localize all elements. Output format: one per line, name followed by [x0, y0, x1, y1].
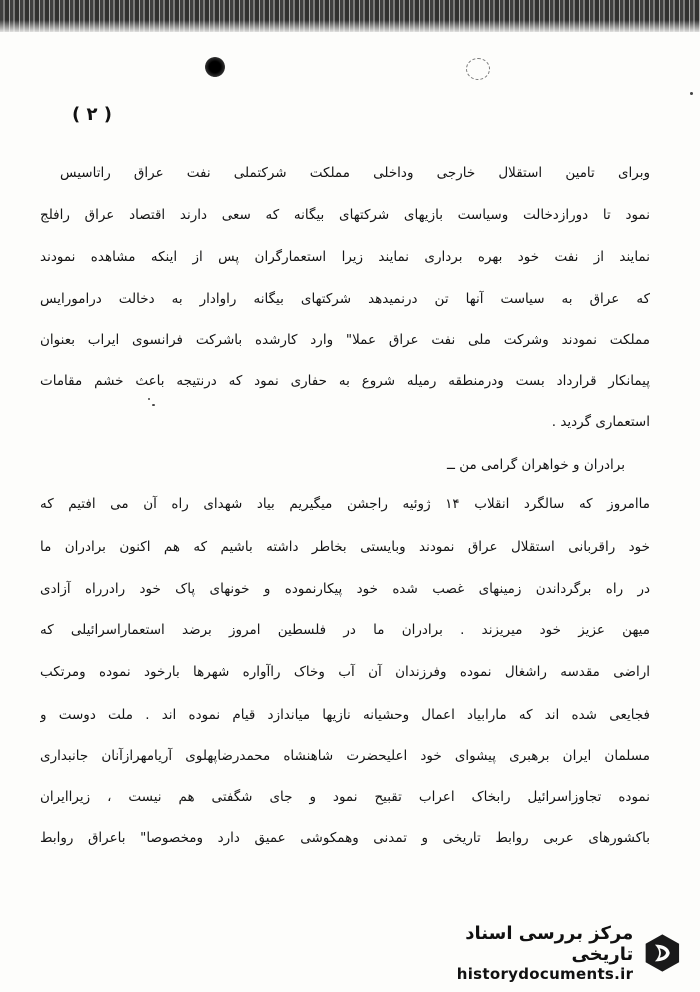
archive-logo-icon — [641, 930, 684, 976]
text-line: نمود تا دورازدخالت وسیاست بازیهای شرکتهای بیگانه که سعی دارند اقتصاد عراق رافلج — [40, 207, 650, 223]
text-line: نمایند از نفت خود بهره برداری نمایند زیرا استعمارگران پس از اینکه مشاهده نمودند — [40, 249, 650, 265]
scan-speck — [152, 404, 155, 406]
text-line: مملکت نمودند وشرکت ملی نفت عراق عملا" وارد کارشده باشرکت فرانسوی ایراب بعنوان — [40, 332, 650, 348]
page-number: ( ۲ ) — [72, 104, 112, 125]
text-line: پیمانکار قرارداد بست ودرمنطقه رمیله شروع به حفاری نمود که درنتیجه باعث خشم مقامات — [40, 373, 650, 389]
text-line: در راه برگرداندن زمینهای غصب شده خود پیکارنموده و خونهای پاک خود رادرراه آزادی — [40, 581, 650, 597]
text-line: باکشورهای عربی روابط تاریخی و تمدنی وهمکوشی عمیق دارد ومخصوصا" باعراق روابط — [40, 830, 650, 846]
text-line: خود راقربانی استقلال عراق نمودند وبایستی بخاطر داشته باشیم که هم اکنون برادران ما — [40, 539, 650, 555]
text-line: استعماری گردید . — [551, 414, 650, 430]
scan-top-edge-fade — [0, 20, 700, 34]
watermark-url: historydocuments.ir — [456, 965, 634, 983]
text-line: که عراق به سیاست آنها تن درنمیدهد شرکتهای بیگانه راوادار به دخالت درامورایس — [40, 291, 650, 307]
text-line: ماامروز که سالگرد انقلاب ۱۴ ژوئیه راجشن میگیریم بیاد شهدای راه آن می افتیم که — [40, 496, 650, 512]
punch-hole-mark — [205, 57, 225, 77]
archive-watermark — [414, 924, 684, 982]
text-line: وبرای تامین استقلال خارجی وداخلی مملکت شرکتملی نفت عراق راتاسیس — [60, 165, 650, 181]
punch-ring-mark — [466, 58, 490, 80]
text-line: اراضی مقدسه راشغال نموده وفرزندان آن آب وخاک راآواره شهرها بارخود نموده ومرتکب — [40, 664, 650, 680]
salutation-line: برادران و خواهران گرامی من ــ — [447, 457, 625, 473]
watermark-text — [414, 923, 633, 983]
text-line: مسلمان ایران برهبری پیشوای خود اعلیحضرت شاهنشاه محمدرضاپهلوی آریامهرازآنان جانبداری — [40, 748, 650, 764]
watermark-title: مرکز بررسی اسناد تاریخی — [465, 923, 634, 965]
text-line: فجایعی شده اند که مارابیاد اعمال وحشیانه نازیها میاندازد قیام نموده اند . ملت دوست و — [40, 707, 650, 723]
text-line: میهن عزیز خود میریزند . برادران ما در فلسطین امروز برضد استعماراسرائیلی که — [40, 622, 650, 638]
scan-speck — [690, 92, 693, 95]
scan-speck — [148, 398, 150, 400]
text-line: نموده تجاوزاسرائیل رابخاک اعراب تقبیح نمود و جای شگفتی هم نیست ، زیراایران — [40, 789, 650, 805]
